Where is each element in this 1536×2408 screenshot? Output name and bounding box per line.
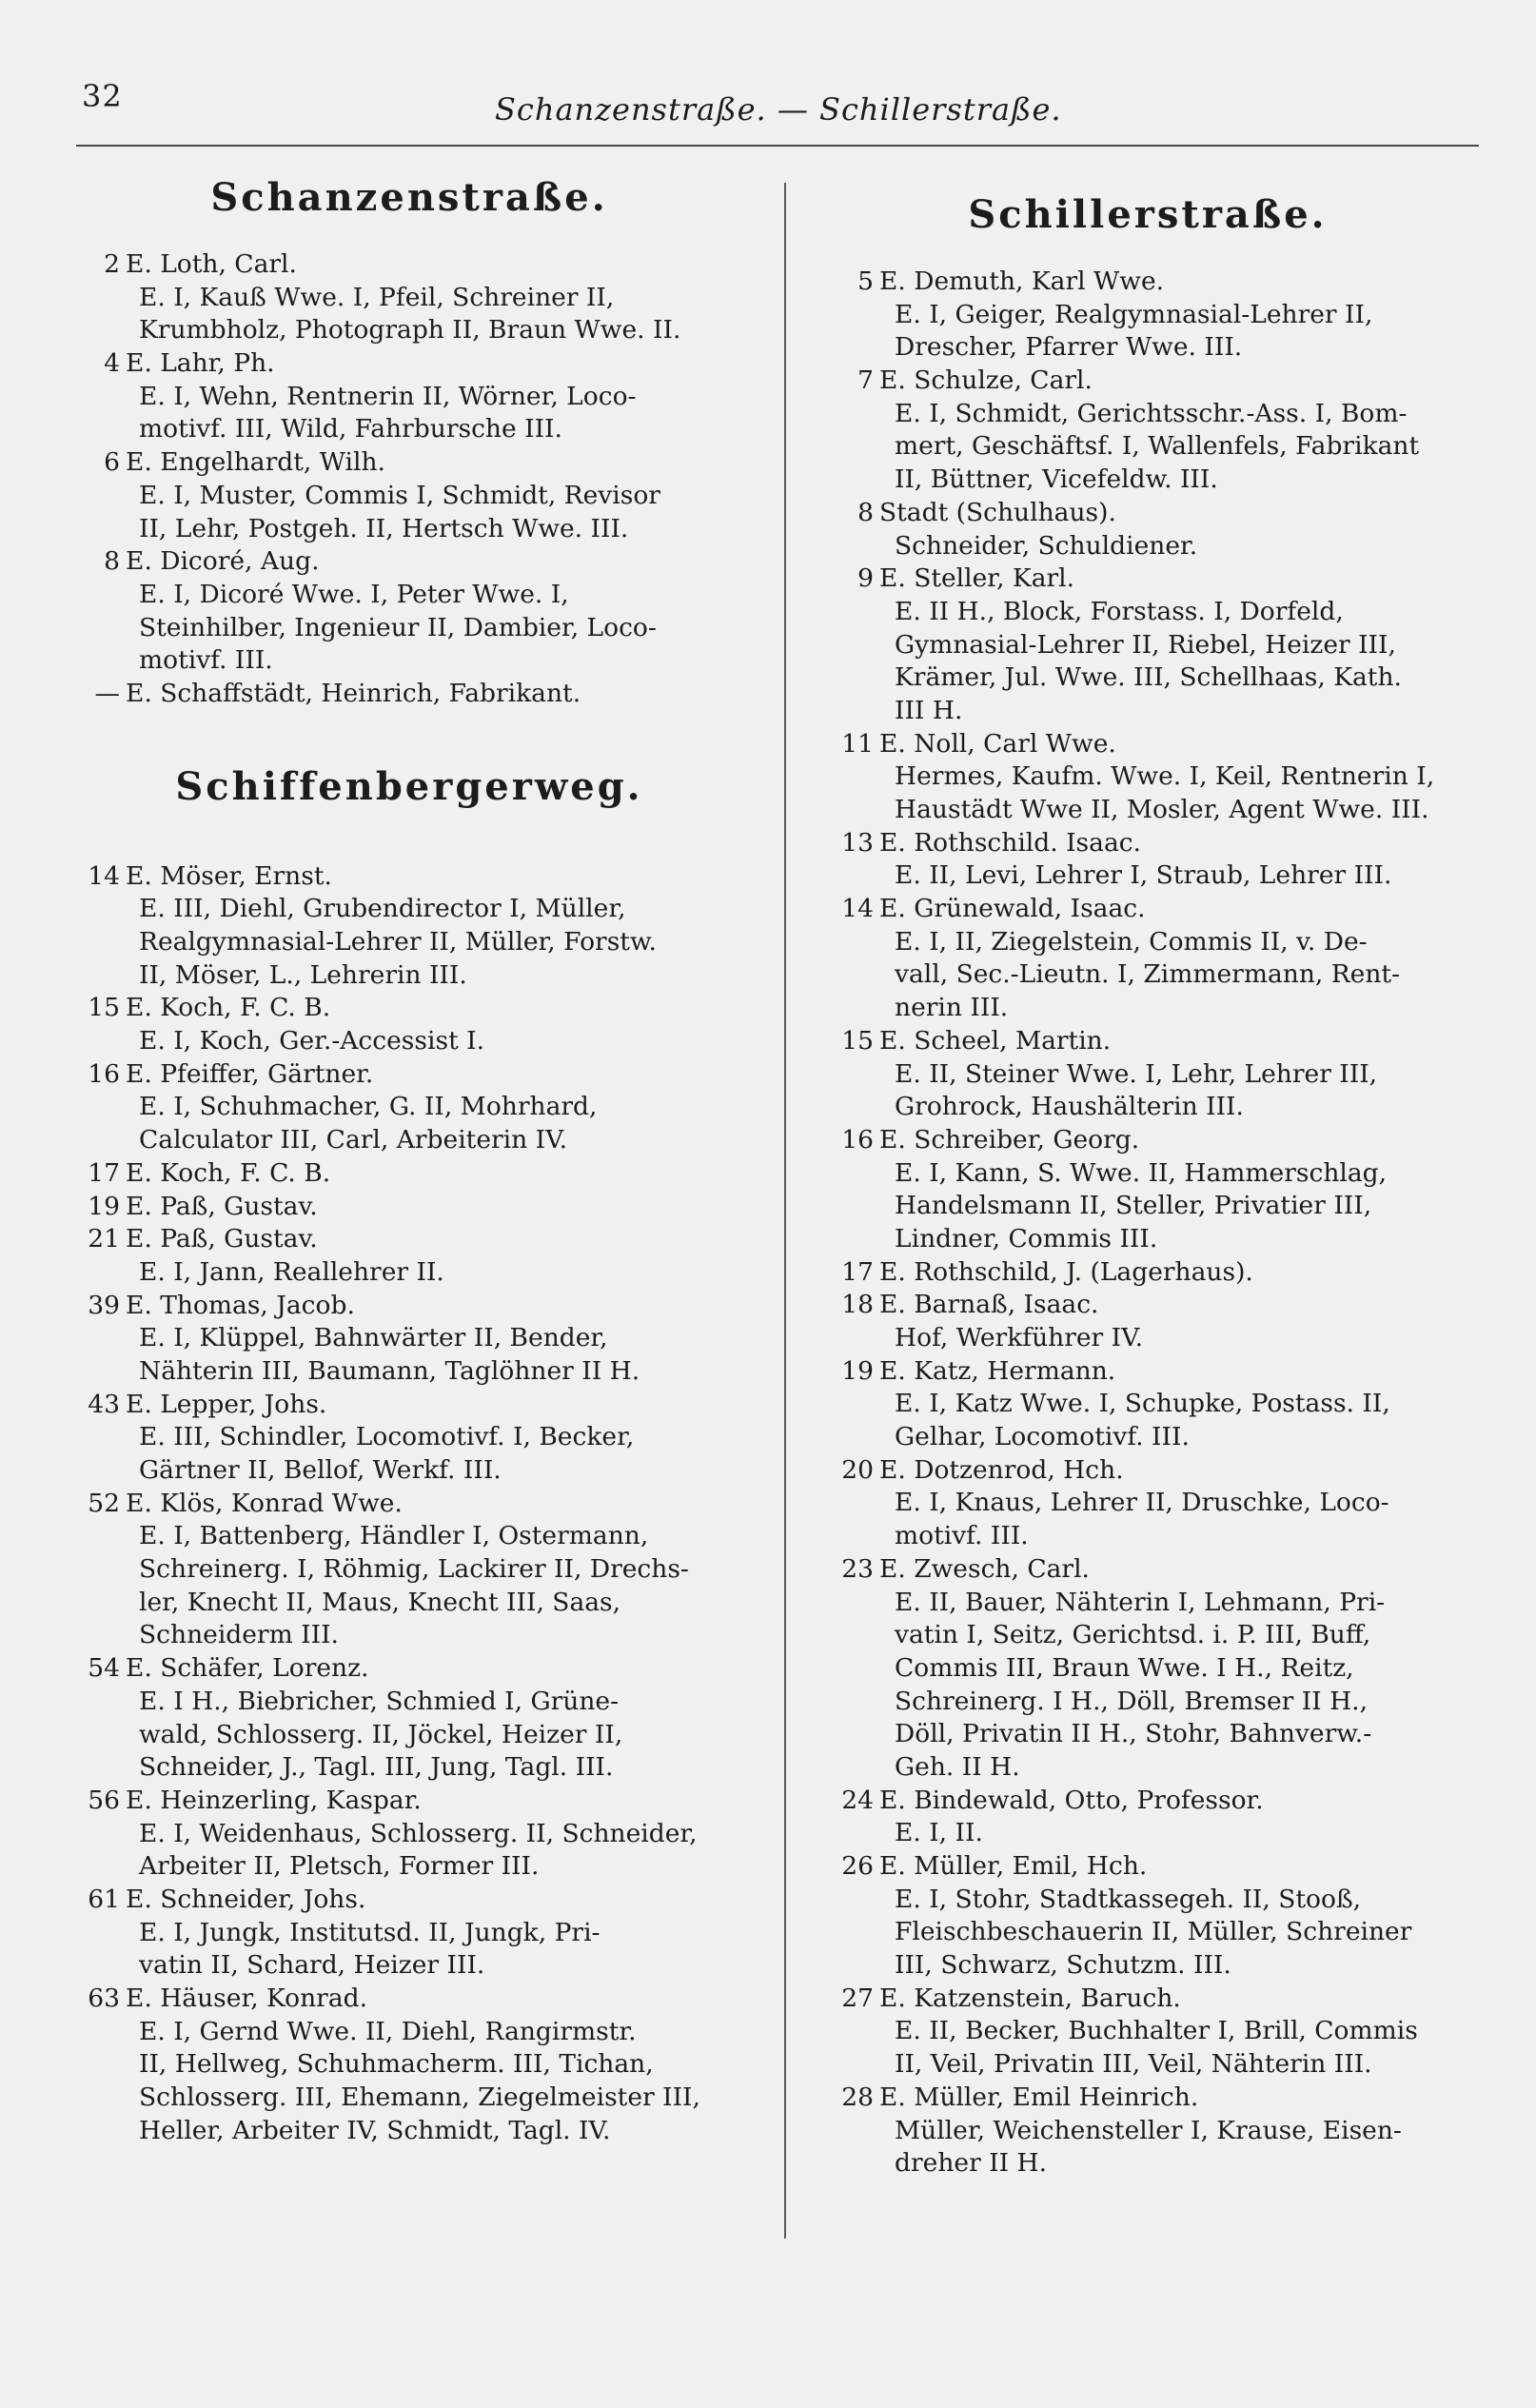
house-number: 63 <box>88 1984 120 2013</box>
entry-first-line <box>805 893 1490 926</box>
section-title: Schanzenstraße. <box>210 175 608 220</box>
entry-first-line <box>57 1983 761 2016</box>
entry-first-line <box>57 347 761 381</box>
entry-line: Haustädt Wwe II, Mosler, Agent Wwe. III. <box>895 795 1429 824</box>
entry-line: III H. <box>895 695 963 725</box>
entry-text: E. Schneider, Johs. <box>126 1884 366 1914</box>
house-entry <box>57 1191 761 1224</box>
entry-line: E. II H., Block, Forstass. I, Dorfeld, <box>895 596 1344 626</box>
house-entry <box>57 860 761 993</box>
house-entry <box>57 1983 761 2147</box>
entry-text: E. Noll, Carl Wwe. <box>879 728 1116 759</box>
house-entry <box>805 2082 1490 2181</box>
house-number: 52 <box>88 1488 120 1518</box>
house-entry <box>57 1488 761 1652</box>
house-number: 8 <box>857 497 874 527</box>
running-head: Schanzenstraße. — Schillerstraße. <box>495 91 1062 128</box>
house-number: 11 <box>841 728 874 759</box>
house-entry <box>57 1157 761 1191</box>
entry-line: E. I, Kann, S. Wwe. II, Hammerschlag, <box>895 1157 1388 1188</box>
entry-text: E. Möser, Ernst. <box>126 860 332 891</box>
entry-line: E. I, Stohr, Stadtkassegeh. II, Stooß, <box>895 1884 1362 1914</box>
entry-line: Geh. II H. <box>895 1751 1020 1782</box>
entry-first-line <box>805 827 1490 860</box>
entry-first-line <box>57 1652 761 1686</box>
entry-line: dreher II H. <box>895 2148 1048 2179</box>
entry-text: E. Katzenstein, Baruch. <box>879 1983 1181 2013</box>
entry-first-line <box>57 860 761 894</box>
entry-first-line <box>57 1785 761 1818</box>
house-entry <box>57 446 761 545</box>
entry-first-line <box>57 248 761 282</box>
house-entry <box>805 893 1490 1025</box>
entry-first-line <box>57 1223 761 1256</box>
house-entry <box>805 1355 1490 1454</box>
house-entry <box>57 1785 761 1884</box>
entry-line: motivf. III. <box>139 645 273 676</box>
entry-text: E. Dotzenrod, Hch. <box>879 1454 1124 1485</box>
section-title: Schiffenbergerweg. <box>175 763 643 809</box>
entry-line: ler, Knecht II, Maus, Knecht III, Saas, <box>139 1587 621 1617</box>
house-number: 39 <box>88 1290 120 1320</box>
house-number: 17 <box>841 1256 874 1287</box>
entry-text: E. Müller, Emil Heinrich. <box>879 2082 1199 2112</box>
entry-first-line <box>805 266 1490 299</box>
entry-first-line <box>57 1290 761 1323</box>
entry-line: Hof, Werkführer IV. <box>895 1323 1144 1352</box>
house-number: 19 <box>88 1191 120 1221</box>
entry-line: wald, Schlosserg. II, Jöckel, Heizer II, <box>139 1719 623 1749</box>
entry-text: E. Katz, Hermann. <box>879 1355 1116 1386</box>
entry-text: E. Schaffstädt, Heinrich, Fabrikant. <box>126 678 581 708</box>
house-entry <box>57 992 761 1057</box>
house-number: 19 <box>841 1355 874 1386</box>
entry-first-line <box>57 545 761 579</box>
entry-line: Steinhilber, Ingenieur II, Dambier, Loco- <box>139 612 657 642</box>
entry-line: E. II, Levi, Lehrer I, Straub, Lehrer III. <box>895 860 1392 891</box>
entry-text: E. Demuth, Karl Wwe. <box>879 266 1165 296</box>
house-number: 20 <box>841 1454 874 1485</box>
house-entry <box>805 827 1490 893</box>
house-number: 4 <box>104 348 120 379</box>
entry-first-line <box>805 1983 1490 2016</box>
entry-line: Fleischbeschauerin II, Müller, Schreiner <box>895 1917 1412 1947</box>
entry-line: E. I, Jann, Reallehrer II. <box>139 1256 444 1287</box>
entry-line: vall, Sec.-Lieutn. I, Zimmermann, Rent- <box>895 959 1401 990</box>
entry-line: mert, Geschäftsf. I, Wallenfels, Fabrikant <box>895 431 1420 462</box>
entry-line: E. I, Kauß Wwe. I, Pfeil, Schreiner II, <box>139 282 615 312</box>
entry-text: E. Barnaß, Isaac. <box>879 1290 1099 1320</box>
house-number: 7 <box>857 365 874 396</box>
entry-text: E. Schäfer, Lorenz. <box>126 1653 369 1684</box>
entry-first-line <box>57 1191 761 1224</box>
entry-line: E. I, Gernd Wwe. II, Diehl, Rangirmstr. <box>139 2016 637 2046</box>
entry-line: Krämer, Jul. Wwe. III, Schellhaas, Kath. <box>895 662 1402 693</box>
house-entry <box>805 563 1490 727</box>
house-entry <box>805 1850 1490 1983</box>
entry-line: E. III, Diehl, Grubendirector I, Müller, <box>139 894 626 924</box>
entry-line: Drescher, Pfarrer Wwe. III. <box>895 332 1243 363</box>
entry-first-line <box>57 678 761 711</box>
entry-line: Lindner, Commis III. <box>895 1223 1158 1253</box>
entry-first-line <box>57 1058 761 1092</box>
entry-text: E. Müller, Emil, Hch. <box>879 1851 1148 1881</box>
page-number: 32 <box>82 78 123 114</box>
house-entry <box>57 1223 761 1289</box>
entry-line: E. I, Schuhmacher, G. II, Mohrhard, <box>139 1092 598 1122</box>
house-number: 61 <box>88 1884 120 1914</box>
house-number: 14 <box>88 860 120 891</box>
entry-line: II, Büttner, Vicefeldw. III. <box>895 464 1218 495</box>
entry-first-line <box>805 497 1490 530</box>
house-number: 26 <box>841 1851 874 1881</box>
entry-line: E. II, Becker, Buchhalter I, Brill, Commis <box>895 2016 1418 2046</box>
house-entry <box>805 266 1490 365</box>
entry-line: E. I, Weidenhaus, Schlosserg. II, Schneider, <box>139 1818 698 1848</box>
house-entry <box>57 1290 761 1389</box>
house-number: 8 <box>104 546 120 577</box>
house-entry <box>805 728 1490 827</box>
house-entry <box>805 365 1490 497</box>
entry-text: E. Heinzerling, Kaspar. <box>126 1785 422 1815</box>
entry-text: E. Dicoré, Aug. <box>126 546 320 577</box>
house-number: 6 <box>104 447 120 478</box>
entry-first-line <box>805 1025 1490 1058</box>
entry-line: III, Schwarz, Schutzm. III. <box>895 1950 1231 1981</box>
house-entry <box>57 678 761 711</box>
entry-first-line <box>57 1389 761 1422</box>
entry-line: E. I, II. <box>895 1818 983 1848</box>
house-number: 21 <box>88 1224 120 1254</box>
entry-line: E. I, Schmidt, Gerichtsschr.-Ass. I, Bom- <box>895 398 1408 428</box>
entry-line: E. I, Battenberg, Händler I, Ostermann, <box>139 1521 649 1551</box>
entry-first-line <box>57 992 761 1025</box>
house-entry <box>57 1884 761 1983</box>
entry-line: Gärtner II, Bellof, Werkf. III. <box>139 1455 502 1485</box>
entry-text: Stadt (Schulhaus). <box>879 497 1116 527</box>
entry-text: E. Thomas, Jacob. <box>126 1290 355 1320</box>
entry-line: E. I, Knaus, Lehrer II, Druschke, Loco- <box>895 1488 1389 1518</box>
entry-line: II, Lehr, Postgeh. II, Hertsch Wwe. III. <box>139 513 629 543</box>
house-entry <box>805 1983 1490 2082</box>
entry-line: II, Möser, L., Lehrerin III. <box>139 959 467 990</box>
entry-line: E. III, Schindler, Locomotivf. I, Becker, <box>139 1422 635 1452</box>
header-rule <box>76 145 1479 147</box>
entry-line: E. I, Muster, Commis I, Schmidt, Revisor <box>139 480 660 510</box>
entry-line: vatin I, Seitz, Gerichtsd. i. P. III, Buff, <box>895 1620 1371 1650</box>
entry-first-line <box>805 1355 1490 1389</box>
entry-line: E. I, II, Ziegelstein, Commis II, v. De- <box>895 926 1368 957</box>
entry-first-line <box>805 1256 1490 1290</box>
entry-text: E. Lepper, Johs. <box>126 1389 327 1419</box>
entry-text: E. Engelhardt, Wilh. <box>126 447 385 478</box>
entry-first-line <box>805 1454 1490 1488</box>
entry-line: E. I, Dicoré Wwe. I, Peter Wwe. I, <box>139 579 569 609</box>
entry-line: Heller, Arbeiter IV, Schmidt, Tagl. IV. <box>139 2115 611 2145</box>
house-number: 56 <box>88 1785 120 1815</box>
house-entry <box>57 1058 761 1157</box>
entry-first-line <box>805 1289 1490 1322</box>
entry-line: Schneider, J., Tagl. III, Jung, Tagl. III. <box>139 1752 614 1783</box>
entry-line: Arbeiter II, Pletsch, Former III. <box>139 1851 540 1882</box>
entry-line: Commis III, Braun Wwe. I H., Reitz, <box>895 1652 1354 1683</box>
entry-first-line <box>805 1785 1490 1818</box>
house-number: 24 <box>841 1785 874 1815</box>
entry-text: E. Klös, Konrad Wwe. <box>126 1488 403 1518</box>
entry-text: E. Koch, F. C. B. <box>126 993 331 1023</box>
house-number: 5 <box>857 266 874 296</box>
entry-line: E. I, Geiger, Realgymnasial-Lehrer II, <box>895 299 1373 329</box>
house-entry <box>805 1025 1490 1124</box>
entry-first-line <box>57 1157 761 1191</box>
entry-line: Krumbholz, Photograph II, Braun Wwe. II. <box>139 315 681 345</box>
entry-line: Handelsmann II, Steller, Privatier III, <box>895 1191 1372 1221</box>
house-entry <box>805 1256 1490 1290</box>
house-number: 16 <box>841 1124 874 1155</box>
entry-text: E. Loth, Carl. <box>126 249 297 279</box>
entry-text: E. Pfeiffer, Gärtner. <box>126 1058 374 1089</box>
house-number: 14 <box>841 894 874 924</box>
entry-line: motivf. III. <box>895 1521 1029 1551</box>
entry-text: E. Schreiber, Georg. <box>879 1124 1140 1155</box>
entry-line: nerin III. <box>895 993 1009 1023</box>
house-number: 13 <box>841 827 874 858</box>
entry-text: E. Rothschild, J. (Lagerhaus). <box>879 1256 1253 1287</box>
entry-line: E. I, Wehn, Rentnerin II, Wörner, Loco- <box>139 381 637 411</box>
entry-text: E. Grünewald, Isaac. <box>879 894 1146 924</box>
entry-line: E. II, Bauer, Nähterin I, Lehmann, Pri- <box>895 1587 1386 1617</box>
entry-line: E. I, Klüppel, Bahnwärter II, Bender, <box>139 1323 608 1353</box>
section-title: Schillerstraße. <box>968 192 1328 237</box>
entry-first-line <box>805 728 1490 761</box>
entry-line: E. I H., Biebricher, Schmied I, Grüne- <box>139 1686 620 1716</box>
entry-text: E. Paß, Gustav. <box>126 1191 318 1221</box>
entry-line: E. II, Steiner Wwe. I, Lehr, Lehrer III, <box>895 1058 1378 1089</box>
right-column <box>805 168 1490 2181</box>
entry-line: Grohrock, Haushälterin III. <box>895 1092 1244 1122</box>
entry-line: Realgymnasial-Lehrer II, Müller, Forstw. <box>139 927 657 957</box>
entry-line: Nähterin III, Baumann, Taglöhner II H. <box>139 1355 640 1386</box>
entry-text: E. Häuser, Konrad. <box>126 1984 368 2013</box>
house-entry <box>805 1124 1490 1256</box>
entry-line: II, Veil, Privatin III, Veil, Nähterin III. <box>895 2049 1372 2080</box>
entry-line: Döll, Privatin II H., Stohr, Bahnverw.- <box>895 1719 1372 1749</box>
house-number: 54 <box>88 1653 120 1684</box>
house-entry <box>805 1289 1490 1354</box>
house-number: — <box>94 678 120 708</box>
entry-line: Gelhar, Locomotivf. III. <box>895 1422 1190 1452</box>
house-number: 2 <box>104 249 120 279</box>
entry-text: E. Paß, Gustav. <box>126 1224 318 1254</box>
house-number: 15 <box>841 1025 874 1056</box>
entry-line: Schneider, Schuldiener. <box>895 530 1198 561</box>
house-number: 23 <box>841 1553 874 1584</box>
entry-first-line <box>805 1850 1490 1884</box>
entry-line: Hermes, Kaufm. Wwe. I, Keil, Rentnerin I, <box>895 761 1435 792</box>
entry-line: Gymnasial-Lehrer II, Riebel, Heizer III, <box>895 629 1396 660</box>
house-number: 18 <box>841 1290 874 1320</box>
house-number: 15 <box>88 993 120 1023</box>
house-entry <box>805 1454 1490 1553</box>
entry-text: E. Scheel, Martin. <box>879 1025 1112 1056</box>
entry-first-line <box>57 1488 761 1521</box>
entry-text: E. Bindewald, Otto, Professor. <box>879 1785 1264 1815</box>
entry-line: E. I, Koch, Ger.-Accessist I. <box>139 1026 485 1056</box>
left-column <box>57 168 761 2147</box>
house-entry <box>57 347 761 446</box>
entry-first-line <box>805 1124 1490 1157</box>
house-entry <box>57 1652 761 1785</box>
column-divider <box>784 183 786 2239</box>
entry-first-line <box>805 2082 1490 2115</box>
entry-first-line <box>57 446 761 480</box>
entry-line: E. I, Jungk, Institutsd. II, Jungk, Pri- <box>139 1917 601 1947</box>
entry-text: E. Schulze, Carl. <box>879 365 1093 396</box>
entry-line: Schlosserg. III, Ehemann, Ziegelmeister III, <box>139 2082 700 2113</box>
entry-line: Schreinerg. I H., Döll, Bremser II H., <box>895 1686 1369 1716</box>
house-number: 43 <box>88 1389 120 1419</box>
house-number: 16 <box>88 1058 120 1089</box>
house-number: 17 <box>88 1157 120 1188</box>
entry-line: Schreinerg. I, Röhmig, Lackirer II, Drechs- <box>139 1554 689 1585</box>
house-entry <box>805 1553 1490 1785</box>
house-entry <box>57 545 761 678</box>
entry-text: E. Steller, Karl. <box>879 563 1075 594</box>
entry-text: E. Koch, F. C. B. <box>126 1157 331 1188</box>
entry-text: E. Rothschild. Isaac. <box>879 827 1142 858</box>
entry-first-line <box>57 1884 761 1917</box>
entry-line: motivf. III, Wild, Fahrbursche III. <box>139 414 562 444</box>
entry-first-line <box>805 563 1490 596</box>
house-entry <box>57 248 761 347</box>
entry-text: E. Zwesch, Carl. <box>879 1553 1090 1584</box>
entry-line: Calculator III, Carl, Arbeiterin IV. <box>139 1125 568 1155</box>
entry-line: E. I, Katz Wwe. I, Schupke, Postass. II, <box>895 1389 1390 1419</box>
entry-first-line <box>805 365 1490 398</box>
house-number: 27 <box>841 1983 874 2013</box>
entry-text: E. Lahr, Ph. <box>126 348 275 379</box>
entry-first-line <box>805 1553 1490 1587</box>
entry-line: Müller, Weichensteller I, Krause, Eisen- <box>895 2115 1402 2145</box>
house-number: 28 <box>841 2082 874 2112</box>
house-entry <box>57 1389 761 1488</box>
house-entry <box>805 497 1490 563</box>
entry-line: vatin II, Schard, Heizer III. <box>139 1950 485 1981</box>
house-entry <box>805 1785 1490 1850</box>
entry-line: Schneiderm III. <box>139 1620 339 1650</box>
house-number: 9 <box>857 563 874 594</box>
entry-line: II, Hellweg, Schuhmacherm. III, Tichan, <box>139 2049 654 2080</box>
